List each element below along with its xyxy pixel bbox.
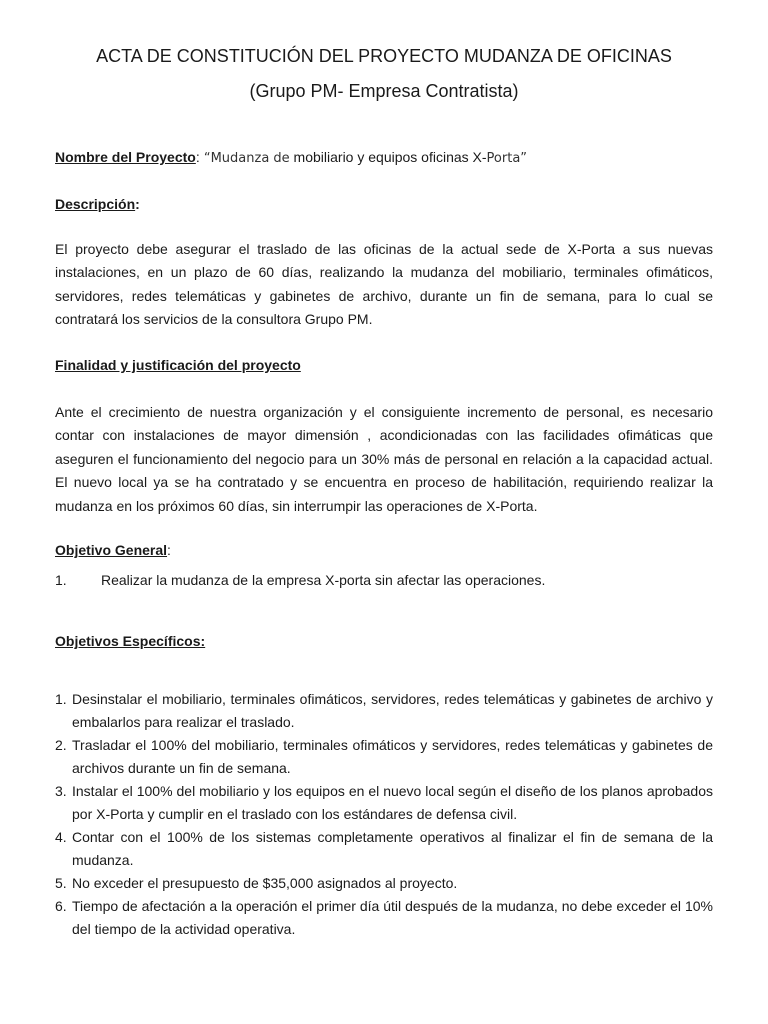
list-item-text: Instalar el 100% del mobiliario y los equipos en el nuevo local según el diseño de los planos aprobados por X-Porta y cumplir en el traslado con los estándares de defensa civil. xyxy=(72,783,713,822)
project-name-value-part1: “Mudanza de xyxy=(199,151,290,166)
list-item-text: Trasladar el 100% del mobiliario, terminales ofimáticos y servidores, redes telemáticas y gabinetes de archivos durante un fin de semana. xyxy=(72,737,713,776)
justification-section xyxy=(55,401,713,518)
general-objective-colon: : xyxy=(167,542,171,558)
list-item xyxy=(55,688,713,734)
specific-objectives-section xyxy=(55,688,713,941)
project-name-line xyxy=(55,149,713,166)
general-objective-heading: Objetivo General xyxy=(55,542,168,558)
description-section xyxy=(55,238,713,332)
general-objective-item xyxy=(55,572,713,588)
list-item-number: 1. xyxy=(55,691,67,707)
project-name-value-part2: mobiliario y equipos oficinas X- xyxy=(289,149,487,165)
general-objective-number: 1. xyxy=(55,572,67,588)
project-name-value-part3: Porta” xyxy=(486,151,528,166)
document-subtitle: (Grupo PM- Empresa Contratista) xyxy=(249,81,519,101)
general-objective-text: Realizar la mudanza de la empresa X-porta sin afectar las operaciones. xyxy=(101,572,546,588)
list-item xyxy=(55,826,713,872)
description-colon: : xyxy=(135,196,140,212)
general-objective-heading-line xyxy=(55,542,713,558)
list-item-number: 2. xyxy=(55,737,67,753)
list-item-number: 3. xyxy=(55,783,67,799)
list-item-text: Contar con el 100% de los sistemas completamente operativos al finalizar el fin de semana de la mudanza. xyxy=(72,829,713,868)
list-item xyxy=(55,780,713,826)
list-item xyxy=(55,895,713,941)
justification-heading: Finalidad y justificación del proyecto xyxy=(55,357,301,373)
description-text: El proyecto debe asegurar el traslado de las oficinas de la actual sede de X-Porta a sus nuevas instalaciones, en un plazo de 60 días, realizando la mudanza del mobiliario, terminales ofimáticos, servidores, redes telemáticas y gabinetes de archivo, durante un fin de semana, para lo cual se contratará los servicios de la consultora Grupo PM. xyxy=(55,241,713,328)
project-name-label: Nombre del Proyecto xyxy=(55,149,196,165)
document-title: ACTA DE CONSTITUCIÓN DEL PROYECTO MUDANZA DE OFICINAS xyxy=(96,46,672,66)
justification-heading-line xyxy=(55,357,713,373)
specific-objectives-list xyxy=(55,688,713,941)
justification-text: Ante el crecimiento de nuestra organización y el consiguiente incremento de personal, es necesario contar con instalaciones de mayor dimensión , acondicionadas con las facilidades ofimáticas que aseguren el funcionamiento del negocio para un 30% más de personal en relación a la capacidad actual. El nuevo local ya se ha contratado y se encuentra en proceso de habilitación, requiriendo realizar la mudanza en los próximos 60 días, sin interrumpir las operaciones de X-Porta. xyxy=(55,404,713,514)
specific-objectives-heading: Objetivos Específicos: xyxy=(55,633,206,649)
list-item-number: 5. xyxy=(55,875,67,891)
description-heading-line xyxy=(55,196,713,212)
specific-objectives-heading-line xyxy=(55,633,713,649)
list-item-text: Tiempo de afectación a la operación el primer día útil después de la mudanza, no debe exceder el 10% del tiempo de la actividad operativa. xyxy=(72,898,713,937)
description-heading: Descripción xyxy=(55,196,136,212)
list-item xyxy=(55,872,713,895)
list-item-number: 4. xyxy=(55,829,67,845)
list-item-text: No exceder el presupuesto de $35,000 asignados al proyecto. xyxy=(72,875,458,891)
project-name-colon: : xyxy=(195,149,200,165)
list-item xyxy=(55,734,713,780)
list-item-text: Desinstalar el mobiliario, terminales ofimáticos, servidores, redes telemáticas y gabinetes de archivo y embalarlos para realizar el traslado. xyxy=(72,691,713,730)
list-item-number: 6. xyxy=(55,898,67,914)
